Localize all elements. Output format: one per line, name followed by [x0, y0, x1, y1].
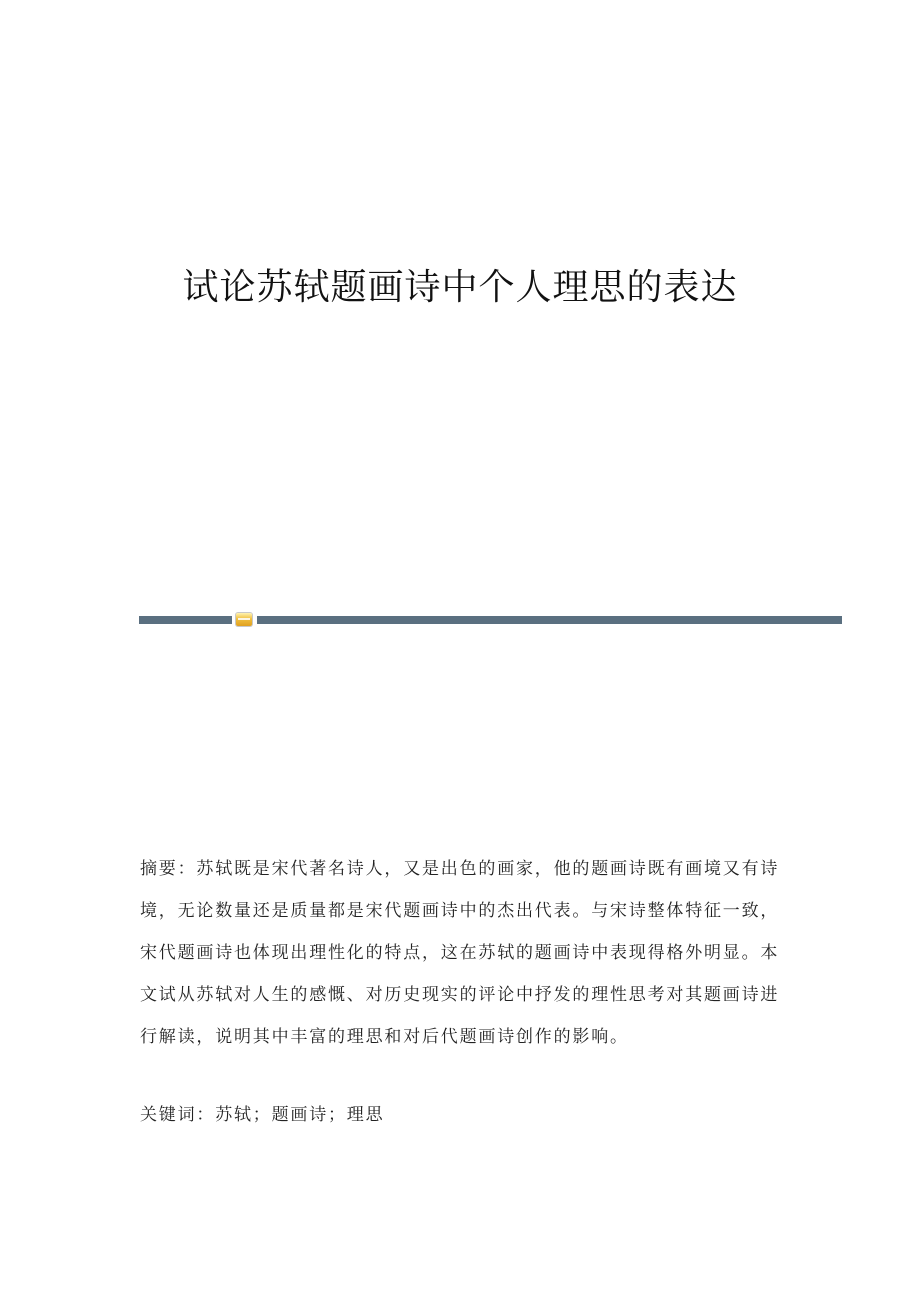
abstract-line: 行解读，说明其中丰富的理思和对后代题画诗创作的影响。 [140, 1027, 629, 1047]
divider-emblem-icon [236, 613, 252, 626]
abstract-paragraph [140, 848, 780, 1058]
abstract-line: 文试从苏轼对人生的感慨、对历史现实的评论中抒发的理性思考对其题画诗进 [140, 985, 780, 1005]
divider-bar-right [257, 616, 842, 624]
document-title: 试论苏轼题画诗中个人理思的表达 [182, 267, 738, 308]
keywords-line: 关键词：苏轼；题画诗；理思 [140, 1105, 385, 1125]
title-divider [139, 611, 842, 629]
abstract-line: 境，无论数量还是质量都是宋代题画诗中的杰出代表。与宋诗整体特征一致， [140, 901, 780, 921]
divider-bar-left [139, 616, 232, 624]
abstract-line: 摘要：苏轼既是宋代著名诗人，又是出色的画家，他的题画诗既有画境又有诗 [140, 859, 780, 879]
abstract-line: 宋代题画诗也体现出理性化的特点，这在苏轼的题画诗中表现得格外明显。本 [140, 943, 780, 963]
